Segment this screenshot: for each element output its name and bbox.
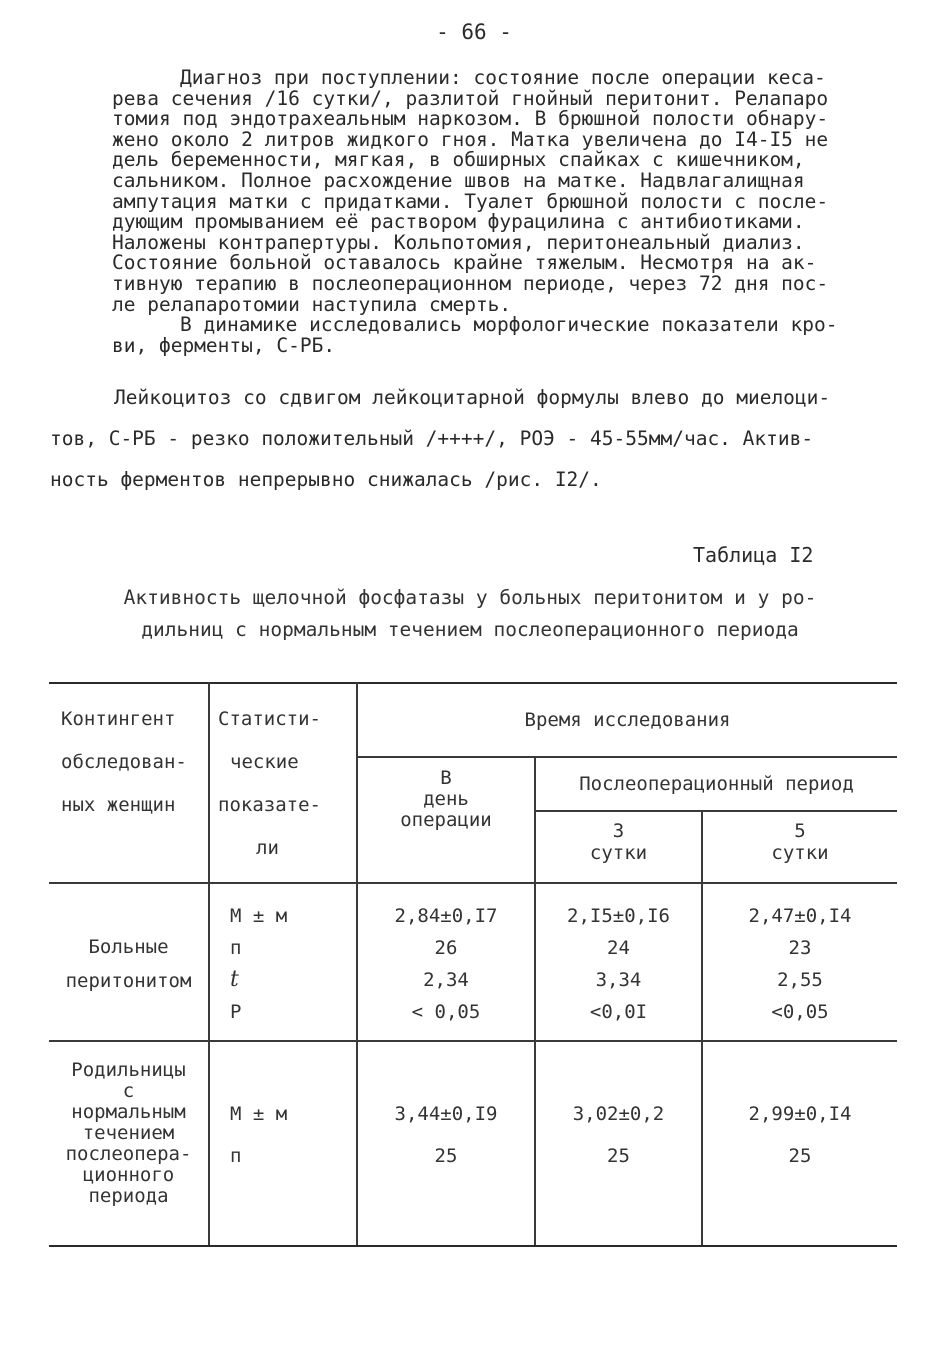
row-label-text: послеопера- (65, 1143, 192, 1165)
text-line: тов, С-РБ - резко положительный /++++/, РОЭ - 45-55мм/час. Актив- (50, 427, 814, 450)
table-row (49, 1041, 897, 1246)
value-cell (535, 1041, 702, 1246)
table-title-line: Активность щелочной фосфатазы у больных перитонитом и у ро- (123, 586, 817, 609)
table-title (60, 582, 880, 646)
stats-cell (209, 1041, 357, 1246)
value-text: 2,99±0,I4 (748, 1103, 852, 1125)
header-stats (209, 683, 357, 883)
text-line: тивную терапию в послеоперационном периоде, через 72 дня пос- (112, 271, 829, 295)
value-text: 25 (607, 1145, 630, 1167)
value-text: 25 (434, 1145, 458, 1167)
header-text: Контингент (61, 708, 176, 730)
text-line: дующим промыванием её раствором фурацилина с антибиотиками. (112, 210, 805, 234)
text-line: ность ферментов непрерывно снижалась /рис. I2/. (50, 468, 602, 491)
row-label-text: перитонитом (65, 970, 192, 992)
value-text: 26 (434, 937, 458, 959)
header-day-5 (702, 811, 897, 883)
stat-label: t (230, 967, 239, 992)
header-postop-period: Послеоперационный период (535, 757, 897, 811)
text-line: В динамике исследовались морфологические показатели кро- (180, 313, 838, 337)
table-row (49, 883, 897, 1041)
header-text: ческие (230, 751, 299, 773)
value-cell (357, 1041, 535, 1246)
text-line: Диагноз при поступлении: состояние после операции кеса- (180, 66, 826, 89)
text-line: ле релапаротомии наступила смерть. (112, 292, 512, 316)
table-number: Таблица I2 (693, 543, 814, 567)
value-text: 24 (607, 937, 630, 959)
value-cell (535, 883, 702, 1041)
text-line: Состояние больной оставалось крайне тяжелым. Несмотря на ак- (112, 251, 817, 275)
row-label-text: нормальным (71, 1101, 186, 1123)
stats-cell (209, 883, 357, 1041)
row-label-text: Больные (88, 936, 169, 958)
stat-label: п (230, 1145, 242, 1167)
stat-label: п (230, 937, 242, 959)
value-text: 2,I5±0,I6 (567, 905, 670, 927)
text-line: ампутация матки с придатками. Туалет брюшной полости с после- (112, 189, 829, 213)
value-text: <0,05 (771, 1001, 829, 1023)
row-label-text: с (122, 1080, 135, 1102)
header-text: 5 (794, 820, 806, 842)
value-text: 25 (788, 1145, 812, 1167)
text-line: рева сечения /16 сутки/, разлитой гнойный перитонит. Релапаро (112, 86, 829, 110)
header-text: В (440, 767, 452, 789)
value-cell (702, 1041, 897, 1246)
header-text: ли (256, 837, 279, 859)
body-paragraph-leukocytosis (50, 377, 830, 500)
group-label-normal-postop (49, 1041, 209, 1246)
header-text: операции (400, 809, 492, 831)
value-text: 3,44±0,I9 (394, 1103, 498, 1125)
phosphatase-table (49, 682, 897, 1247)
header-day-of-operation (357, 757, 535, 883)
value-text: 2,34 (423, 969, 469, 991)
text-line: дель беременности, мягкая, в обширных спайках с кишечником, (112, 148, 805, 172)
row-label-text: течением (82, 1122, 175, 1144)
value-text: 2,47±0,I4 (748, 905, 852, 927)
body-paragraph-diagnosis (112, 68, 837, 356)
text-line: томия под эндотрахеальным наркозом. В брюшной полости обнару- (112, 107, 829, 131)
value-text: <0,0I (589, 1001, 648, 1023)
header-text: сутки (589, 842, 648, 864)
row-label-text: ционного (82, 1164, 175, 1186)
header-day-3 (535, 811, 702, 883)
header-text: обследован- (61, 751, 187, 773)
value-text: < 0,05 (411, 1001, 481, 1023)
stat-label: М ± м (230, 905, 288, 927)
text-line: сальником. Полное расхождение швов на матке. Надвлагалищная (112, 168, 805, 192)
value-text: 3,34 (595, 969, 642, 991)
value-cell (357, 883, 535, 1041)
header-text: Статисти- (218, 708, 321, 730)
row-label-text: периода (88, 1185, 169, 1207)
header-text: сутки (771, 842, 829, 864)
value-text: 3,02±0,2 (572, 1103, 665, 1125)
header-text: 3 (612, 820, 625, 842)
value-text: 2,84±0,I7 (394, 905, 498, 927)
header-contingent (49, 683, 209, 883)
header-text: ных женщин (61, 794, 176, 816)
value-text: 2,55 (777, 969, 823, 991)
header-text: показате- (218, 794, 321, 816)
text-line: ви, ферменты, С-РБ. (112, 333, 336, 357)
table-title-line: дильниц с нормальным течением послеоперационного периода (141, 618, 799, 641)
stat-label: Р (230, 1001, 242, 1023)
stat-label: М ± м (230, 1103, 288, 1125)
header-text: день (423, 788, 469, 810)
page-number: - 66 - (436, 20, 512, 44)
value-cell (702, 883, 897, 1041)
group-label-peritonitis (49, 883, 209, 1041)
text-line: Лейкоцитоз со сдвигом лейкоцитарной формулы влево до миелоци- (114, 386, 831, 409)
row-label-text: Родильницы (71, 1059, 186, 1081)
header-time: Время исследования (357, 683, 897, 757)
text-line: жено около 2 литров жидкого гноя. Матка увеличена до I4-I5 не (112, 127, 829, 151)
text-line: Наложены контрапертуры. Кольпотомия, перитонеальный диализ. (112, 230, 805, 254)
value-text: 23 (788, 937, 812, 959)
